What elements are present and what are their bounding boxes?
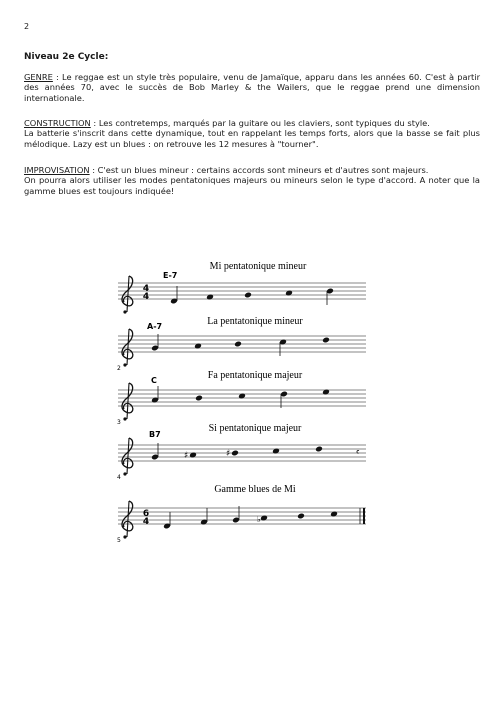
construction-paragraph [24, 118, 480, 149]
section-title: Niveau 2e Cycle: [24, 52, 109, 62]
genre-paragraph [24, 72, 480, 103]
chord-symbol: A-7 [147, 322, 163, 331]
notes [151, 386, 330, 408]
chord-symbol: C [151, 376, 157, 385]
time-signature-bottom: 4 [142, 292, 150, 302]
chord-symbol: B7 [149, 430, 161, 439]
notes [170, 286, 334, 305]
flat-icon: ♭ [257, 515, 261, 524]
time-signature-icon: 𝄴 [356, 448, 360, 457]
staff-4 [117, 423, 366, 481]
improvisation-text: : C'est un blues mineur : certains accords sont mineurs et d'autres sont majeurs. [89, 165, 429, 175]
notes [163, 506, 364, 529]
staff-number: 4 [117, 474, 121, 481]
notes [151, 443, 360, 461]
staff-title: Gamme blues de Mi [214, 484, 296, 495]
time-signature-top: 4 [142, 284, 150, 294]
music-score [0, 250, 504, 550]
staff-title: Si pentatonique majeur [208, 423, 302, 434]
sharp-icon: ♯ [226, 449, 231, 459]
staff-number: 2 [117, 365, 121, 372]
chord-symbol: E-7 [163, 271, 178, 280]
staff-5 [117, 484, 366, 544]
staff-1 [118, 261, 366, 314]
staff-title: Mi pentatonique mineur [209, 261, 307, 272]
genre-text: : Le reggae est un style très populaire, venu de Jamaïque, apparu dans les années 60. C'est à partir des années 70, avec le succès de Bob Marley & the Wailers, que le reggae prend une dimension internationale. [24, 72, 480, 103]
staff-title: Fa pentatonique majeur [207, 370, 303, 381]
genre-label: GENRE [24, 72, 53, 82]
improvisation-label: IMPROVISATION [24, 165, 90, 175]
page-number: 2 [24, 22, 30, 31]
staff-number: 5 [117, 537, 121, 544]
staff-3 [117, 370, 366, 426]
sharp-icon: ♯ [184, 451, 189, 461]
time-signature-bottom: 4 [142, 517, 150, 527]
notes [151, 334, 330, 356]
construction-label: CONSTRUCTION [24, 118, 91, 128]
staff-number: 3 [117, 419, 121, 426]
improvisation-paragraph [24, 165, 480, 196]
improvisation-text-2: On pourra alors utiliser les modes pentatoniques majeurs ou mineurs selon le type d'accord. A noter que la gamme blues est toujours indiquée! [24, 175, 480, 196]
construction-text: : Les contretemps, marqués par la guitare ou les claviers, sont typiques du style. [90, 118, 430, 128]
staff-2 [117, 316, 366, 372]
time-signature-top: 6 [142, 509, 150, 519]
staff-title: La pentatonique mineur [207, 316, 303, 327]
score-svg [0, 250, 504, 550]
construction-text-2: La batterie s'inscrit dans cette dynamique, tout en rappelant les temps forts, alors que la basse se fait plus mélodique. Lazy est un blues : on retrouve les 12 mesures à "tourner". [24, 128, 480, 149]
